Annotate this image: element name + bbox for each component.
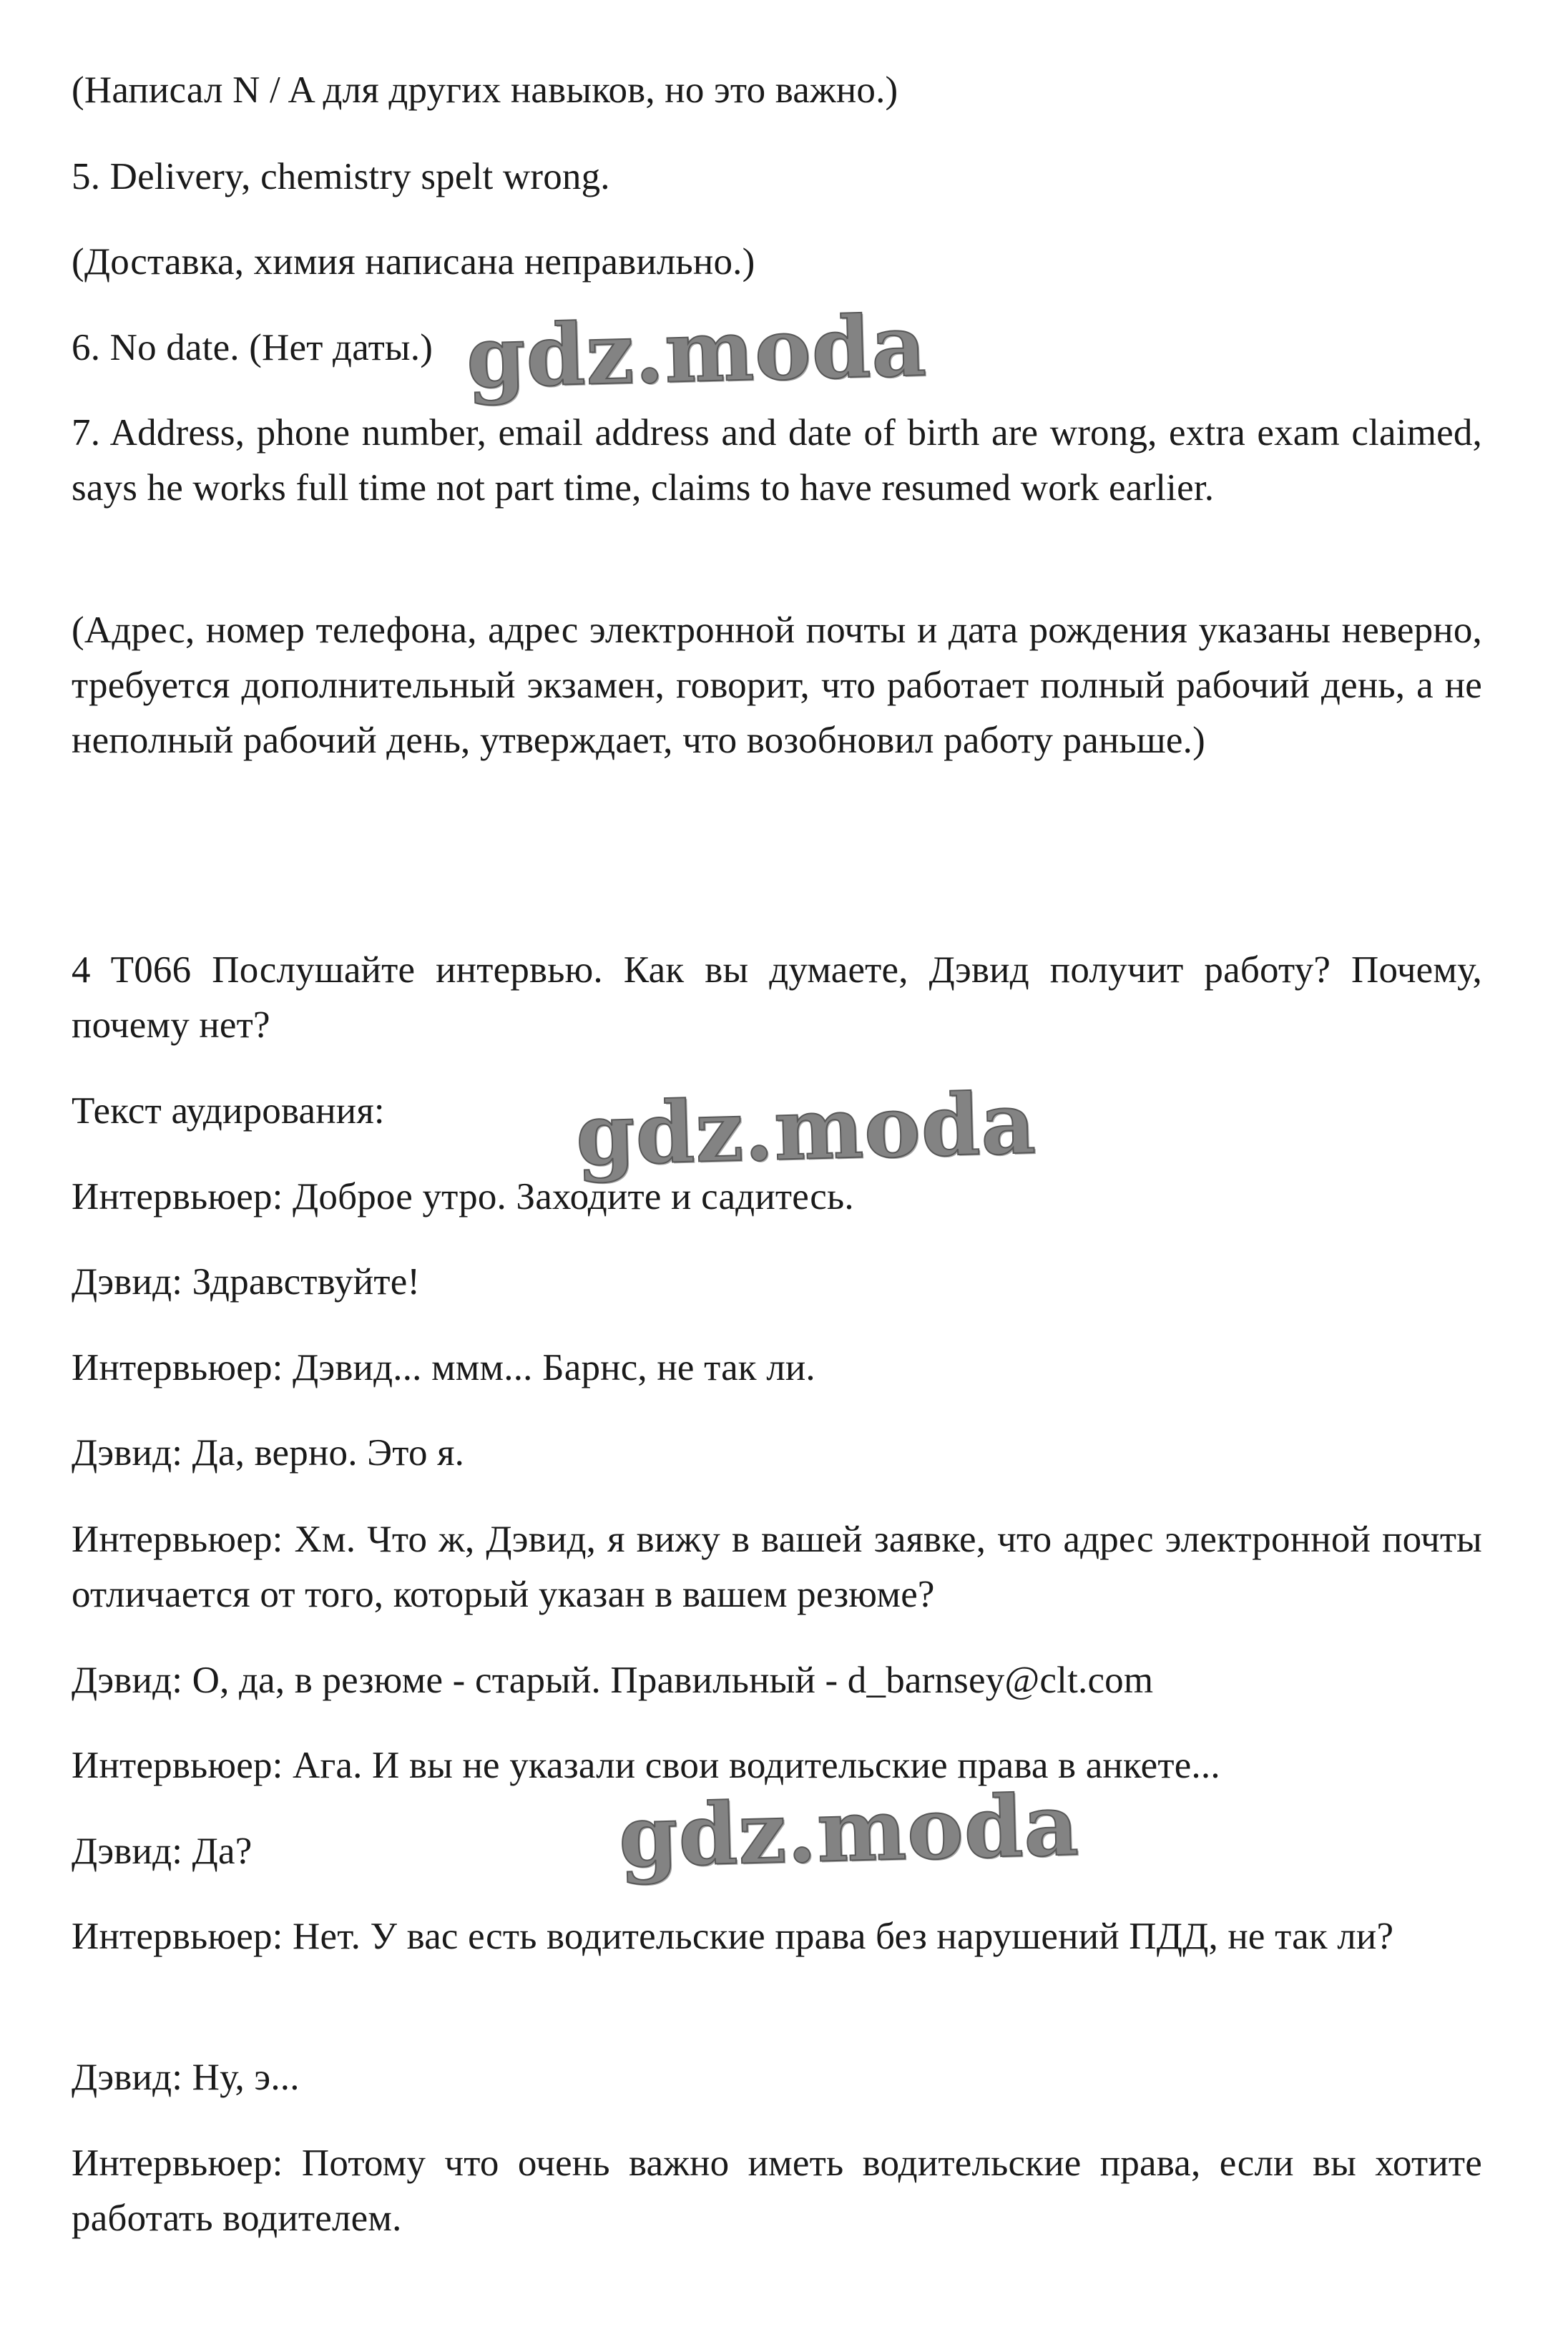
- dialogue-line: Интервьюер: Хм. Что ж, Дэвид, я вижу в вашей заявке, что адрес электронной почты отличается от того, который указан в вашем резюме?: [72, 1519, 1482, 1615]
- dialogue-line: Интервьюер: Нет. У вас есть водительские права без нарушений ПДД, не так ли?: [72, 1916, 1394, 1957]
- watermark: gdz.moda: [574, 1073, 1038, 1185]
- dialogue-line: Интервьюер: Потому что очень важно иметь водительские права, если вы хотите работать водителем.: [72, 2142, 1482, 2239]
- watermark: gdz.moda: [465, 295, 928, 407]
- dialogue-line: Дэвид: О, да, в резюме - старый. Правильный - d_barnsey@clt.com: [72, 1660, 1154, 1701]
- paragraph-item-5-translation: (Доставка, химия написана неправильно.): [72, 241, 755, 283]
- paragraph-item-7: 7. Address, phone number, email address and date of birth are wrong, extra exam claimed, says he works full time not part time, claims to have resumed work earlier.: [72, 412, 1482, 509]
- dialogue-line: Интервьюер: Дэвид... ммм... Барнс, не так ли.: [72, 1347, 815, 1388]
- dialogue-line: Дэвид: Да?: [72, 1831, 253, 1872]
- paragraph-item-5: 5. Delivery, chemistry spelt wrong.: [72, 156, 610, 197]
- dialogue-line: Дэвид: Ну, э...: [72, 2057, 300, 2098]
- dialogue-line: Интервьюер: Доброе утро. Заходите и садитесь.: [72, 1176, 854, 1218]
- dialogue-line: Дэвид: Здравствуйте!: [72, 1261, 421, 1303]
- dialogue-line: Дэвид: Да, верно. Это я.: [72, 1432, 465, 1474]
- paragraph-item-7-translation: (Адрес, номер телефона, адрес электронной почты и дата рождения указаны неверно, требуется дополнительный экзамен, говорит, что работает полный рабочий день, а не неполный рабочий день, утверждает, что возобновил работу раньше.): [72, 609, 1482, 761]
- paragraph-item-6: 6. No date. (Нет даты.): [72, 327, 433, 368]
- watermark: gdz.moda: [617, 1775, 1081, 1886]
- listening-text-label: Текст аудирования:: [72, 1090, 385, 1132]
- paragraph-na-note: (Написал N / A для других навыков, но это важно.): [72, 69, 898, 111]
- task-heading: 4 T066 Послушайте интервью. Как вы думаете, Дэвид получит работу? Почему, почему нет?: [72, 949, 1482, 1046]
- dialogue-line: Интервьюер: Ага. И вы не указали свои водительские права в анкете...: [72, 1745, 1220, 1786]
